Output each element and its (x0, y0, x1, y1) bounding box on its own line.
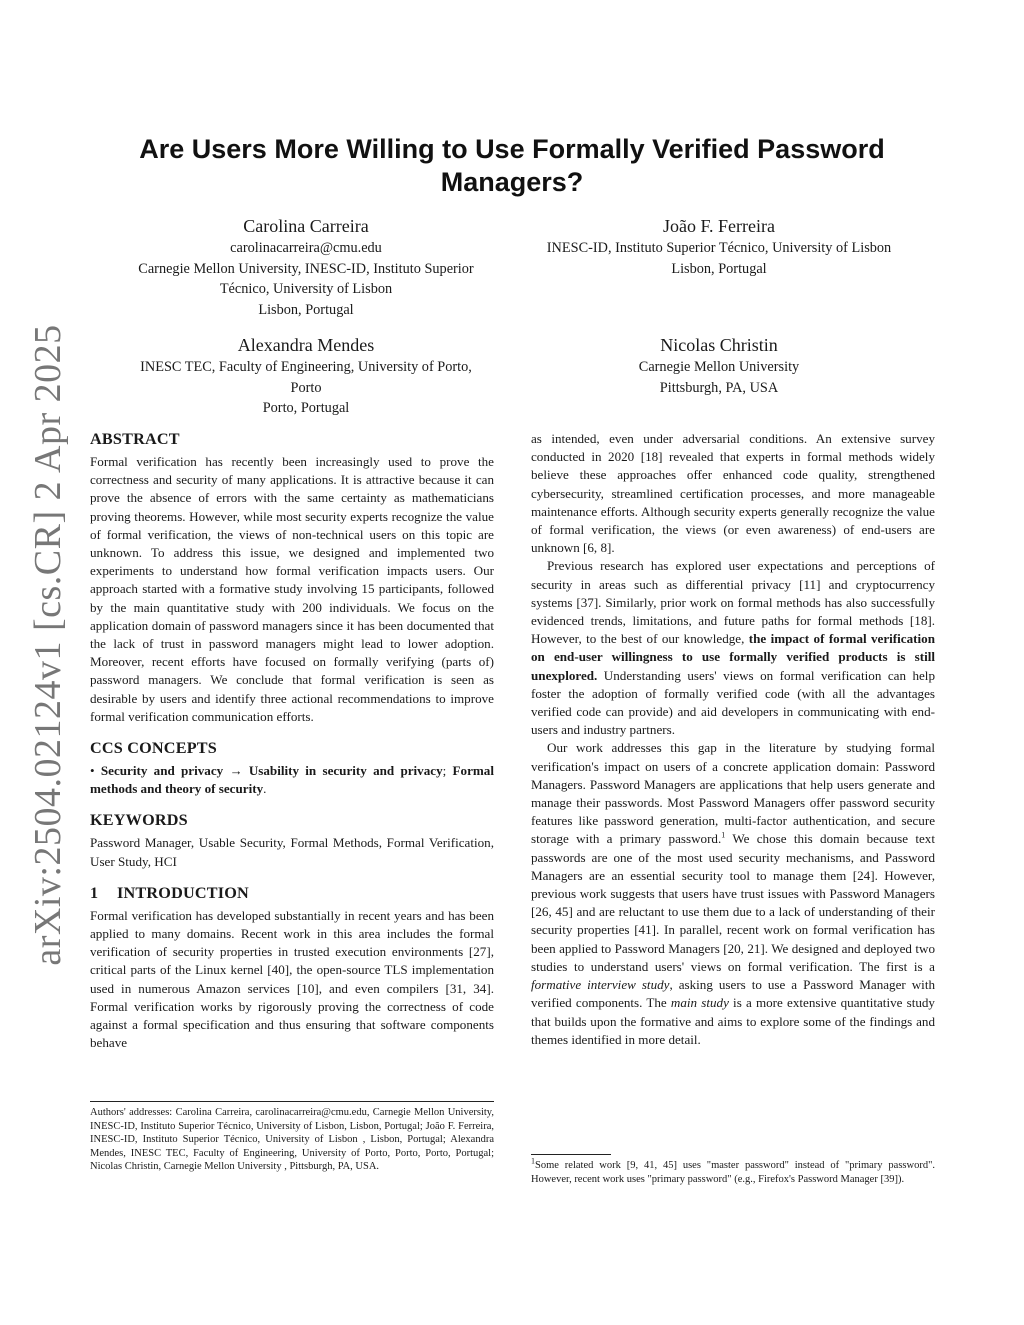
authors-address-footnote: Authors' addresses: Carolina Carreira, carolinacarreira@cmu.edu, Carnegie Mellon University, INESC-ID, Instituto Superior Técnico, University of Lisbon, Lisbon, Portugal; João F. Ferreira, INESC-ID, Instituto Superior Técnico, University of Lisbon , Lisbon, Portugal; Alexandra Mendes, INESC TEC, Faculty of Engineering, University of Porto, Porto, Porto, Portugal; Nicolas Christin, Carnegie Mellon University , Pittsburgh, PA, USA. (90, 1107, 494, 1172)
author-location: Porto, Portugal (262, 400, 350, 416)
arxiv-identifier-text: arXiv:2504.02124v1 [cs.CR] 2 Apr 2025 (27, 324, 69, 966)
intro-paragraph-3: Our work addresses this gap in the literature by studying formal verification's impact on users of a concrete application domain: Password Managers. Password Managers are applications that help users generate and manage their passwords. Most Password Managers offer password security features like password generation, multi-factor authentication, and secure storage with a primary password.$^1$ We chose this domain because text passwords are one of the most used security mechanisms, and Password Managers are an essential security tool to manage them [24]. However, previous work suggests that users have trust issues with Password Managers [26, 45] and are reluctant to use them due to a lack of understanding of their security properties [41]. In parallel, recent work on formal verification has been applied to Password Managers [20, 21]. We designed and deployed two studies to understand users' views on formal verification. The first is a formative interview study, asking users to use a Password Manager with verified components. The main study is a more extensive quantitative study that builds upon the formative and aims to explore some of the findings and themes identified in more detail. (531, 740, 936, 1047)
author-block-1 (100, 214, 512, 320)
author-location: Pittsburgh, PA, USA (659, 379, 779, 396)
arxiv-identifier (27, 324, 69, 966)
intro-paragraph-1-continued: as intended, even under adversarial conditions. An extensive survey conducted in 2020 [18] revealed that experts in formal methods widely believe these approaches offer enhanced code quality, strengthened cybersecurity, streamlined certification processes, and more manageable maintenance efforts. Although security experts generally recognize the value of formal verification, the views (or even awareness) of end-users are unknown [6, 8]. (531, 431, 935, 556)
intro-paragraph-2: Previous research has explored user expectations and perceptions of security in areas such as differential privacy [11] and cryptocurrency systems [37]. Similarly, prior work on formal methods has also successfully evidenced trends, limitations, and future paths for formal methods [18]. However, to the best of our knowledge, the impact of formal verification on end-user willingness to use formally verified products is still unexplored. Understanding users' views on formal verification can help foster the adoption of formally verified code (with all the advantages verified code can provide) and aid developers in communicating with end-users and industry partners. (531, 558, 935, 738)
keywords-text: Password Manager, Usable Security, Formal Methods, Formal Verification, User Study, HCI (90, 835, 494, 869)
author-affiliation: INESC TEC, Faculty of Engineering, University of Porto, (140, 359, 472, 375)
author-email: carolinacarreira@cmu.edu (230, 240, 382, 256)
keywords-heading: KEYWORDS (90, 811, 188, 830)
footnote-rule-left (90, 1101, 494, 1102)
author-location: Lisbon, Portugal (671, 260, 767, 277)
author-affiliation: Carnegie Mellon University (638, 359, 800, 375)
right-column (531, 430, 935, 1049)
author-name: Carolina Carreira (243, 216, 369, 236)
paper-title: Are Users More Willing to Use Formally Verified Password Managers? (139, 134, 885, 197)
author-affiliation: Porto (290, 379, 322, 396)
author-location: Lisbon, Portugal (258, 301, 354, 318)
author-block-3 (100, 333, 512, 419)
author-name: João F. Ferreira (662, 216, 776, 236)
author-block-2 (512, 214, 926, 279)
ccs-concepts: • Security and privacy → Usability in security and privacy; Formal methods and theory of security. (90, 763, 494, 797)
author-affiliation: Carnegie Mellon University, INESC-ID, Instituto Superior (138, 260, 474, 277)
author-affiliation: INESC-ID, Instituto Superior Técnico, University of Lisbon (546, 240, 892, 256)
intro-paragraph-1: Formal verification has developed substantially in recent years and has been applied to many domains. Recent work in this area includes the formal verification of security properties in trusted execution environments [27], critical parts of the Linux kernel [40], the open-source TLS implementation used in numerous Amazon services [10], and even compilers [31, 34]. Formal verification works by rigorously proving the correctness of code against a formal specification and thus ensuring that software components behave (90, 907, 494, 1051)
author-block-4 (512, 333, 926, 398)
left-column (90, 429, 494, 1052)
introduction-heading: 1 INTRODUCTION (90, 883, 249, 902)
abstract-heading: ABSTRACT (90, 430, 180, 448)
ccs-heading: CCS CONCEPTS (90, 739, 217, 758)
footnote-rule-right (531, 1154, 611, 1155)
footnote-1: $^1$Some related work [9, 41, 45] uses "master password" instead of "primary password". However, recent work uses "primary password" (e.g., Firefox's Password Manager [39]). (531, 1156, 935, 1185)
author-name: Alexandra Mendes (237, 335, 375, 355)
abstract-text: Formal verification has recently been increasingly used to prove the correctness and security of many applications. It is attractive because it can prove the absence of errors with the same certainty as mathematicians proving theorems. However, while most security experts recognize the value of formal verification, the views of non-technical users on this topic are unknown. To address this issue, we designed and implemented two experiments to understand how formal verification impacts users. Our approach started with a formative study involving 15 participants, followed by the main quantitative study with 200 individuals. We focus on the application domain of password managers since it has been documented that the lack of trust in password managers might lead to lower adoption. Moreover, recent efforts have focused on formally verifying (parts of) password managers. We conclude that formal verification is seen as desirable by users and identify three actional recommendations to improve formal verification communication efforts. (90, 454, 494, 724)
author-name: Nicolas Christin (660, 335, 778, 355)
author-affiliation: Técnico, University of Lisbon (219, 281, 393, 297)
